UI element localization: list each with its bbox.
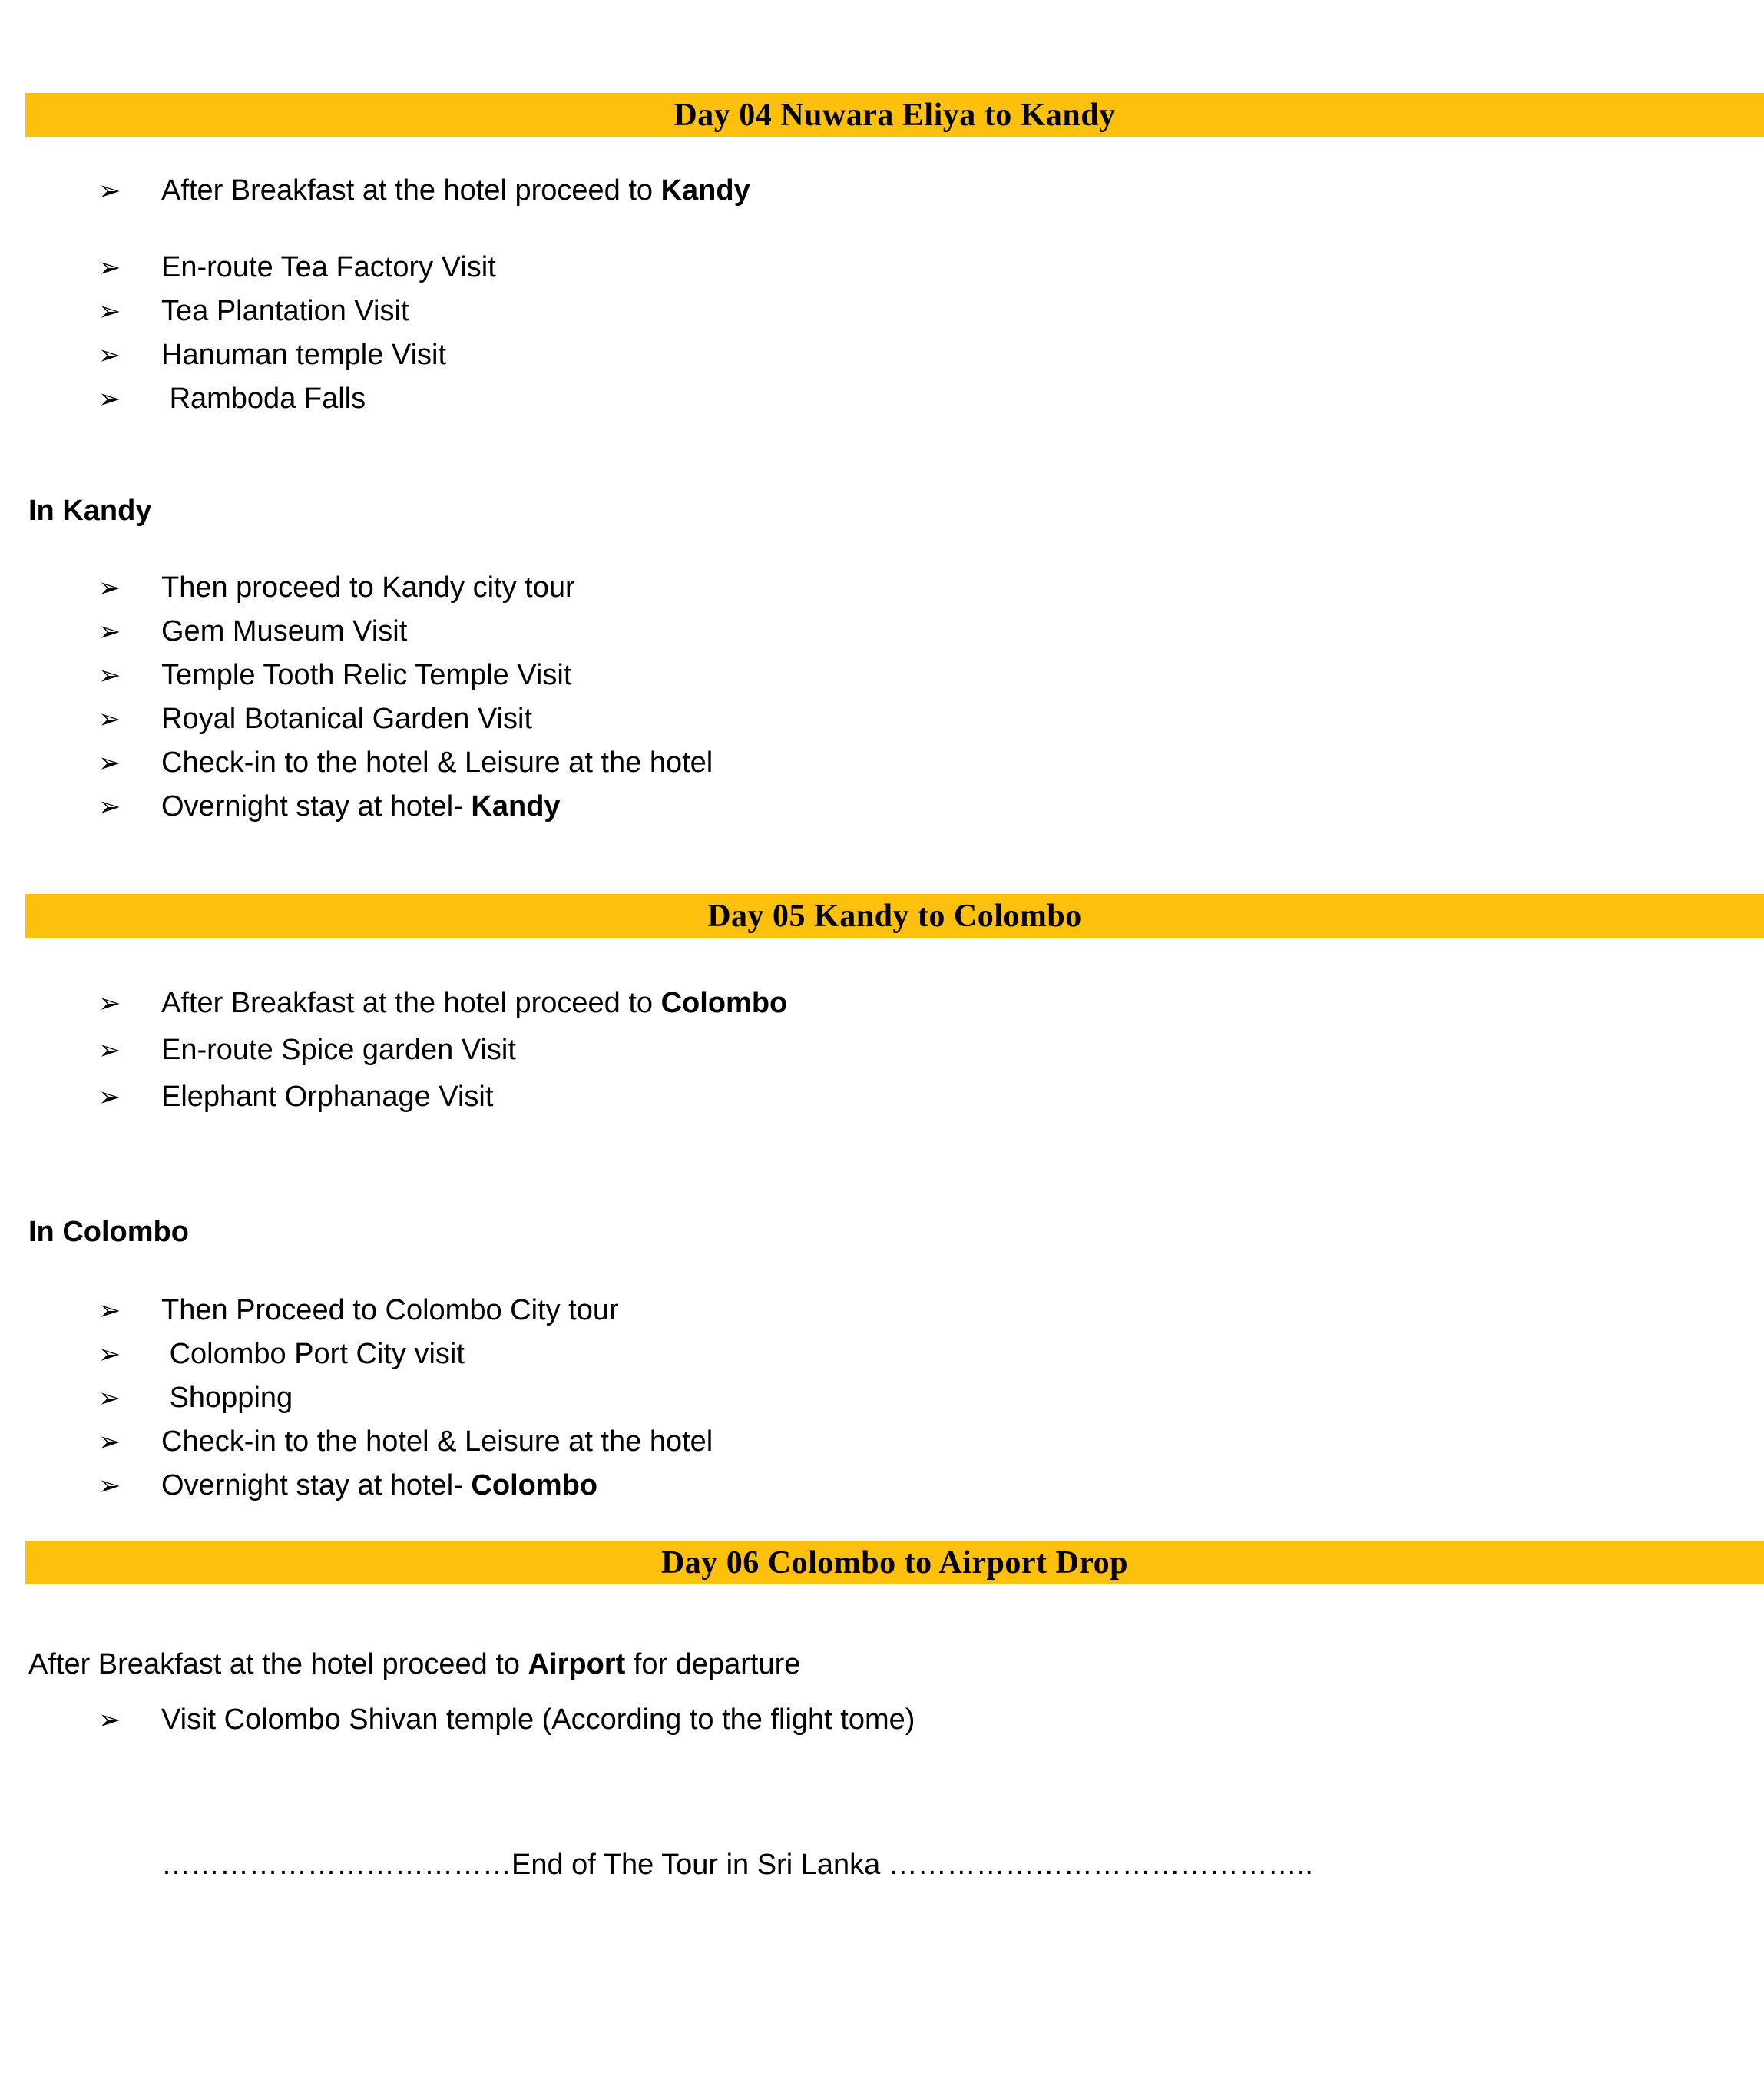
list-item-text: En-route Tea Factory Visit <box>161 251 496 283</box>
list-item <box>0 741 1764 785</box>
in-kandy-heading: In Kandy <box>28 495 152 527</box>
list-item <box>0 246 1764 290</box>
list-item <box>0 610 1764 654</box>
list-item <box>0 290 1764 333</box>
day04-header-bar <box>25 93 1764 137</box>
list-item-text: Then Proceed to Colombo City tour <box>161 1294 619 1326</box>
list-item-text: En-route Spice garden Visit <box>161 1034 516 1066</box>
arrow-bullet-icon: ➢ <box>98 1082 121 1113</box>
list-item-text: Then proceed to Kandy city tour <box>161 571 575 604</box>
arrow-bullet-icon: ➢ <box>98 176 121 207</box>
list-item <box>0 1376 1764 1420</box>
arrow-bullet-icon: ➢ <box>98 660 121 691</box>
list-item <box>0 1027 1764 1074</box>
list-item-text: Gem Museum Visit <box>161 615 408 647</box>
arrow-bullet-icon: ➢ <box>98 617 121 647</box>
list-item <box>0 1289 1764 1333</box>
paragraph-text-plain: After Breakfast at the hotel proceed to <box>28 1648 528 1680</box>
day05-city-list <box>0 1289 1764 1508</box>
list-item-text <box>161 1464 597 1507</box>
day06-departure-paragraph <box>28 1643 1764 1687</box>
list-item-text: Check-in to the hotel & Leisure at the hotel <box>161 747 713 779</box>
list-item-text-plain: After Breakfast at the hotel proceed to <box>161 987 661 1019</box>
paragraph-text-plain: for departure <box>625 1648 801 1680</box>
arrow-bullet-icon: ➢ <box>98 1296 121 1326</box>
arrow-bullet-icon: ➢ <box>98 704 121 735</box>
arrow-bullet-icon: ➢ <box>98 748 121 779</box>
arrow-bullet-icon: ➢ <box>98 573 121 604</box>
arrow-bullet-icon: ➢ <box>98 1471 121 1501</box>
list-item-text-plain: Overnight stay at hotel- <box>161 1469 472 1501</box>
end-of-tour-line: ………………………………End of The Tour in Sri Lanka …………………………………….. <box>161 1849 1313 1881</box>
list-item <box>0 697 1764 741</box>
day05-header-title: Day 05 Kandy to Colombo <box>707 898 1082 934</box>
paragraph-text-bold: Airport <box>528 1648 626 1680</box>
arrow-bullet-icon: ➢ <box>98 253 121 283</box>
list-item-text-bold: Colombo <box>471 1469 598 1501</box>
day04-intro-list <box>0 169 1764 213</box>
day06-visit-list <box>0 1698 1764 1742</box>
list-item <box>0 1074 1764 1121</box>
in-colombo-heading: In Colombo <box>28 1216 189 1248</box>
day06-header-bar <box>25 1541 1764 1584</box>
list-item-text: Colombo Port City visit <box>161 1338 465 1370</box>
list-item <box>0 377 1764 421</box>
list-item-text-bold: Colombo <box>660 987 788 1019</box>
list-item <box>0 1420 1764 1464</box>
day04-city-list <box>0 566 1764 829</box>
list-item <box>0 566 1764 610</box>
arrow-bullet-icon: ➢ <box>98 1427 121 1458</box>
list-item <box>0 980 1764 1027</box>
list-item-text: Elephant Orphanage Visit <box>161 1081 494 1113</box>
arrow-bullet-icon: ➢ <box>98 1035 121 1066</box>
list-item-text: Hanuman temple Visit <box>161 339 447 371</box>
list-item-text: Temple Tooth Relic Temple Visit <box>161 659 572 691</box>
list-item-text: Visit Colombo Shivan temple (According to the flight tome) <box>161 1703 915 1736</box>
list-item <box>0 1698 1764 1742</box>
list-item-text: Shopping <box>161 1382 293 1414</box>
list-item <box>0 785 1764 829</box>
arrow-bullet-icon: ➢ <box>98 384 121 415</box>
arrow-bullet-icon: ➢ <box>98 340 121 371</box>
list-item <box>0 1333 1764 1376</box>
arrow-bullet-icon: ➢ <box>98 1705 121 1736</box>
list-item <box>0 333 1764 377</box>
arrow-bullet-icon: ➢ <box>98 792 121 823</box>
arrow-bullet-icon: ➢ <box>98 988 121 1019</box>
arrow-bullet-icon: ➢ <box>98 296 121 327</box>
list-item-text <box>161 785 561 828</box>
list-item-text-bold: Kandy <box>471 790 561 823</box>
day05-top-list <box>0 980 1764 1121</box>
list-item-text: Check-in to the hotel & Leisure at the hotel <box>161 1425 713 1458</box>
arrow-bullet-icon: ➢ <box>98 1383 121 1414</box>
day06-header-title: Day 06 Colombo to Airport Drop <box>660 1544 1129 1581</box>
list-item-text-plain: After Breakfast at the hotel proceed to <box>161 174 661 207</box>
list-item <box>0 1464 1764 1508</box>
arrow-bullet-icon: ➢ <box>98 1339 121 1370</box>
list-item-text: Royal Botanical Garden Visit <box>161 703 532 735</box>
list-item-text: Ramboda Falls <box>161 382 366 415</box>
list-item <box>0 169 1764 213</box>
list-item-text: Tea Plantation Visit <box>161 295 409 327</box>
list-item <box>0 654 1764 697</box>
list-item-text <box>161 169 750 212</box>
day05-header-bar <box>25 894 1764 938</box>
list-item-text-bold: Kandy <box>660 174 750 207</box>
day04-header-title: Day 04 Nuwara Eliya to Kandy <box>673 97 1116 133</box>
list-item-text-plain: Overnight stay at hotel- <box>161 790 472 823</box>
day04-enroute-list <box>0 246 1764 421</box>
list-item-text <box>161 980 787 1026</box>
